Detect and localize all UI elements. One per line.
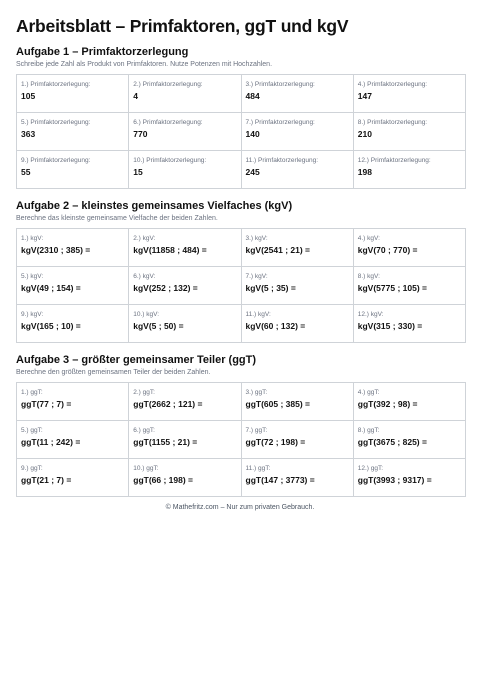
task-cell <box>129 113 241 151</box>
task-cell <box>242 421 354 459</box>
task-label: 5.) kgV: <box>21 273 44 280</box>
task-cell <box>129 151 241 189</box>
task-label: 1.) Primfaktorzerlegung: <box>21 81 91 88</box>
section-heading: Aufgabe 1 – Primfaktorzerlegung <box>16 46 189 58</box>
task-cell <box>129 421 241 459</box>
task-cell <box>17 383 129 421</box>
task-value: ggT(21 ; 7) = <box>21 475 72 485</box>
task-label: 4.) Primfaktorzerlegung: <box>357 81 428 88</box>
task-cell <box>129 267 241 305</box>
task-value: 363 <box>21 129 36 139</box>
section-heading: Aufgabe 3 – größter gemeinsamer Teiler (ggT) <box>16 354 257 366</box>
task-label: 2.) kgV: <box>133 235 156 242</box>
task-label: 9.) kgV: <box>21 311 44 318</box>
task-cell <box>17 113 129 151</box>
task-cell <box>129 305 241 343</box>
task-label: 2.) Primfaktorzerlegung: <box>133 81 203 88</box>
task-cell <box>242 305 354 343</box>
task-value: kgV(2541 ; 21) = <box>245 245 310 255</box>
task-cell <box>17 459 129 497</box>
task-grid <box>16 74 466 189</box>
task-cell <box>242 267 354 305</box>
task-label: 6.) Primfaktorzerlegung: <box>133 119 203 126</box>
task-value: ggT(72 ; 198) = <box>245 437 306 447</box>
task-value: 770 <box>133 129 148 139</box>
task-value: 105 <box>21 91 36 101</box>
task-cell <box>242 459 354 497</box>
task-label: 7.) ggT: <box>245 427 268 434</box>
task-cell <box>129 229 241 267</box>
task-cell <box>17 305 129 343</box>
task-label: 3.) kgV: <box>245 235 268 242</box>
task-cell <box>354 151 466 189</box>
section-description: Schreibe jede Zahl als Produkt von Primfaktoren. Nutze Potenzen mit Hochzahlen. <box>16 61 273 68</box>
task-value: ggT(392 ; 98) = <box>357 399 418 409</box>
footer-copyright: © Mathefritz.com – Nur zum privaten Gebrauch. <box>165 504 315 511</box>
task-value: kgV(11858 ; 484) = <box>133 245 207 255</box>
task-value: kgV(315 ; 330) = <box>357 321 423 331</box>
task-cell <box>129 459 241 497</box>
task-label: 7.) Primfaktorzerlegung: <box>245 119 315 126</box>
task-cell <box>242 229 354 267</box>
task-label: 11.) Primfaktorzerlegung: <box>245 157 318 164</box>
task-cell <box>129 75 241 113</box>
task-cell <box>17 229 129 267</box>
task-cell <box>242 113 354 151</box>
task-label: 8.) kgV: <box>357 273 380 280</box>
task-value: kgV(60 ; 132) = <box>245 321 306 331</box>
task-label: 2.) ggT: <box>133 389 155 396</box>
section-primfaktorzerlegung <box>16 45 466 189</box>
task-label: 8.) Primfaktorzerlegung: <box>357 119 428 126</box>
page-title: Arbeitsblatt – Primfaktoren, ggT und kgV <box>16 16 349 36</box>
task-cell <box>354 267 466 305</box>
task-value: kgV(252 ; 132) = <box>133 283 198 293</box>
task-cell <box>354 305 466 343</box>
task-label: 6.) kgV: <box>133 273 156 280</box>
task-label: 9.) ggT: <box>21 465 43 472</box>
task-cell <box>354 459 466 497</box>
section-heading: Aufgabe 2 – kleinstes gemeinsames Vielfaches (kgV) <box>16 200 293 212</box>
task-label: 11.) ggT: <box>245 465 271 472</box>
task-label: 5.) ggT: <box>21 427 43 434</box>
task-grid <box>16 228 466 343</box>
task-label: 8.) ggT: <box>357 427 380 434</box>
task-value: 140 <box>245 129 260 139</box>
task-value: 147 <box>357 91 372 101</box>
task-label: 3.) Primfaktorzerlegung: <box>245 81 315 88</box>
task-value: 4 <box>133 91 138 101</box>
task-value: kgV(5 ; 35) = <box>245 283 296 293</box>
task-cell <box>242 151 354 189</box>
task-cell <box>354 229 466 267</box>
task-cell <box>17 267 129 305</box>
task-label: 4.) kgV: <box>357 235 380 242</box>
task-label: 5.) Primfaktorzerlegung: <box>21 119 91 126</box>
task-value: ggT(3675 ; 825) = <box>357 437 427 447</box>
task-cell <box>354 421 466 459</box>
task-value: 210 <box>357 129 372 139</box>
task-value: ggT(66 ; 198) = <box>133 475 194 485</box>
section-ggt <box>16 353 466 497</box>
task-cell <box>17 75 129 113</box>
task-cell <box>129 383 241 421</box>
task-value: kgV(49 ; 154) = <box>21 283 81 293</box>
task-value: ggT(11 ; 242) = <box>21 437 81 447</box>
task-label: 10.) ggT: <box>133 465 159 472</box>
task-value: kgV(5 ; 50) = <box>133 321 184 331</box>
task-value: 15 <box>133 167 143 177</box>
task-value: 484 <box>245 91 260 101</box>
task-cell <box>354 383 466 421</box>
task-cell <box>354 113 466 151</box>
task-value: ggT(1155 ; 21) = <box>133 437 198 447</box>
task-value: ggT(605 ; 385) = <box>245 399 310 409</box>
task-cell <box>242 383 354 421</box>
task-value: 245 <box>245 167 260 177</box>
task-label: 1.) kgV: <box>21 235 44 242</box>
task-label: 4.) ggT: <box>357 389 380 396</box>
task-cell <box>242 75 354 113</box>
task-value: ggT(147 ; 3773) = <box>245 475 315 485</box>
task-label: 7.) kgV: <box>245 273 268 280</box>
task-value: kgV(5775 ; 105) = <box>357 283 427 293</box>
task-grid <box>16 382 466 497</box>
task-label: 12.) kgV: <box>357 311 384 318</box>
task-label: 11.) kgV: <box>245 311 271 318</box>
task-value: kgV(165 ; 10) = <box>21 321 81 331</box>
task-value: ggT(3993 ; 9317) = <box>357 475 432 485</box>
section-description: Berechne das kleinste gemeinsame Vielfache der beiden Zahlen. <box>16 215 218 222</box>
task-value: 55 <box>21 167 31 177</box>
section-kgv <box>16 199 466 343</box>
task-value: ggT(2662 ; 121) = <box>133 399 203 409</box>
task-label: 1.) ggT: <box>21 389 43 396</box>
section-description: Berechne den größten gemeinsamen Teiler der beiden Zahlen. <box>16 369 211 376</box>
task-cell <box>354 75 466 113</box>
worksheet-page <box>16 16 466 497</box>
task-label: 12.) Primfaktorzerlegung: <box>357 157 431 164</box>
task-cell <box>17 151 129 189</box>
task-label: 6.) ggT: <box>133 427 155 434</box>
task-value: 198 <box>357 167 372 177</box>
task-label: 10.) kgV: <box>133 311 160 318</box>
task-value: kgV(70 ; 770) = <box>357 245 418 255</box>
task-value: kgV(2310 ; 385) = <box>21 245 91 255</box>
task-cell <box>17 421 129 459</box>
task-label: 9.) Primfaktorzerlegung: <box>21 157 91 164</box>
task-value: ggT(77 ; 7) = <box>21 399 72 409</box>
task-label: 3.) ggT: <box>245 389 268 396</box>
task-label: 12.) ggT: <box>357 465 384 472</box>
task-label: 10.) Primfaktorzerlegung: <box>133 157 207 164</box>
